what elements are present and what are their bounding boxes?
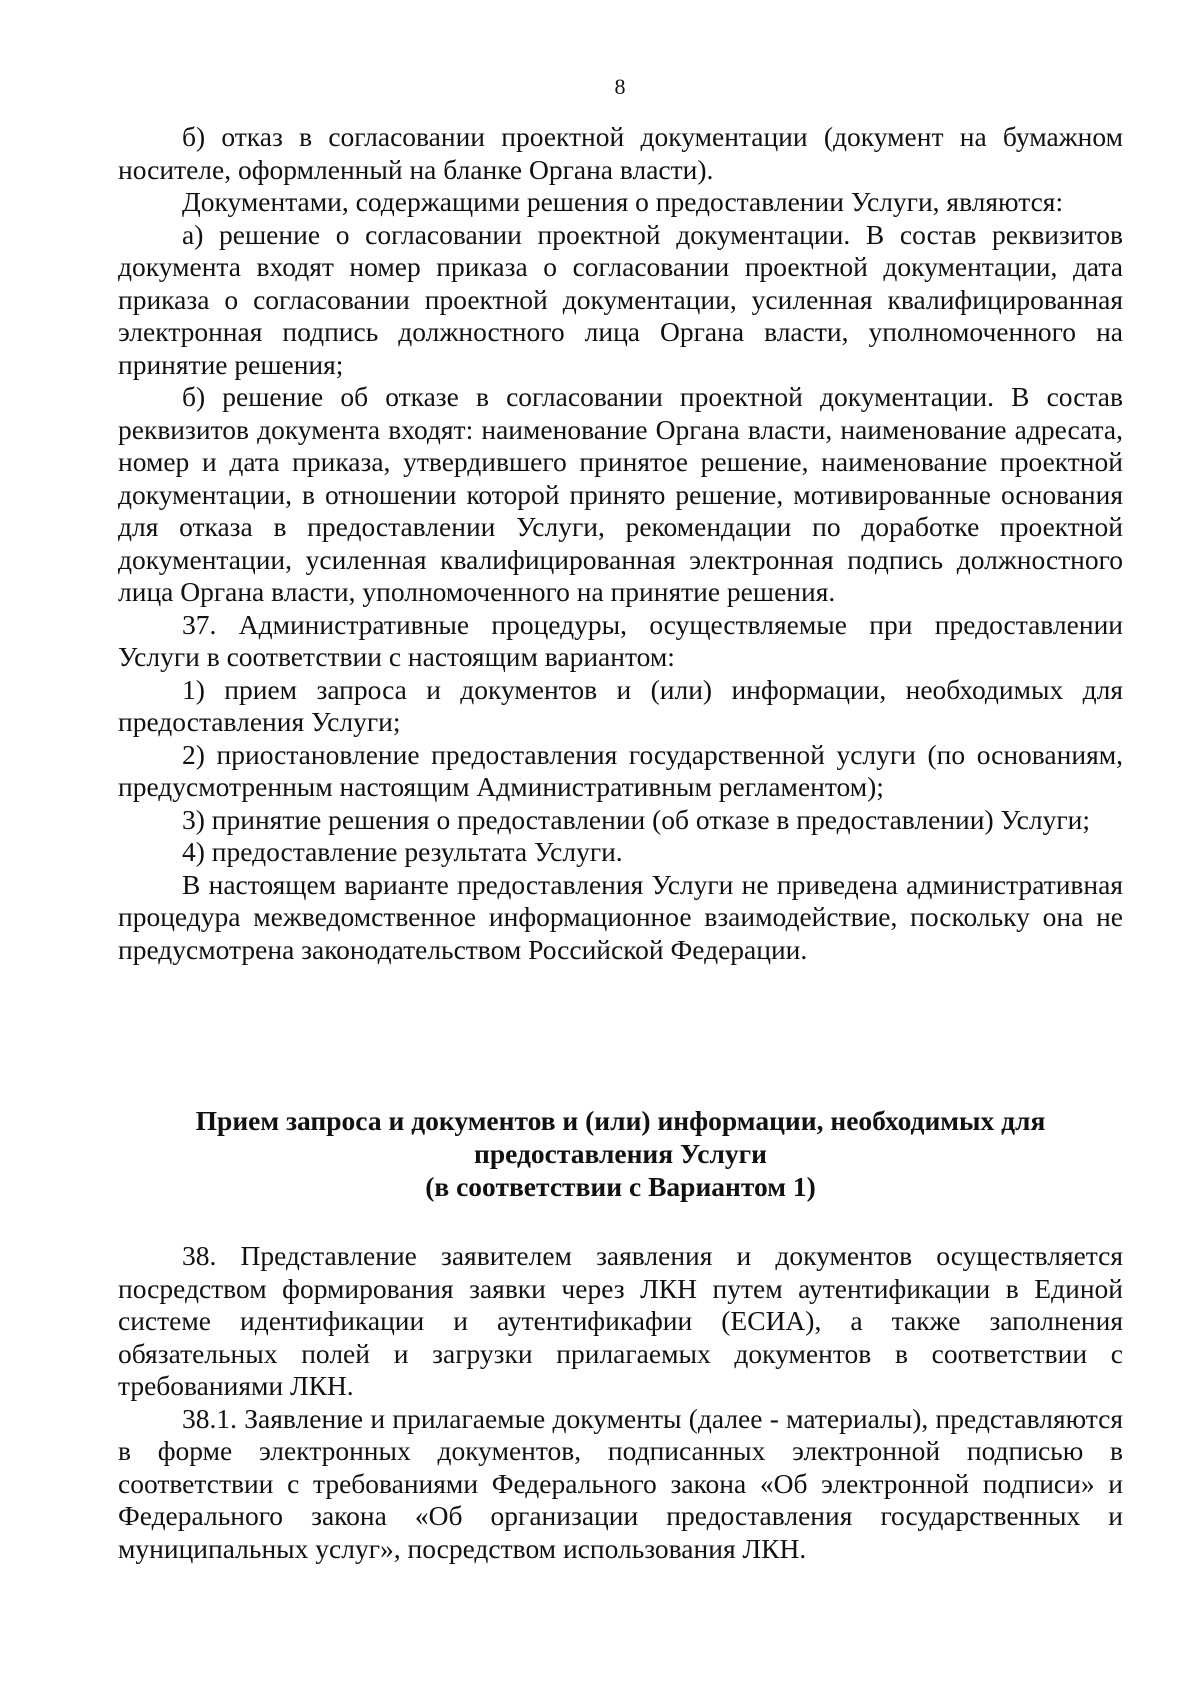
paragraph-refusal-decision: б) решение об отказе в согласовании проектной документации. В состав реквизитов документа входят: наименование Органа власти, наименование адресата, номер и дата приказа, утвердившего принятое решение, наименование проектной документации, в отношении которой принято решение, мотивированные основания для отказа в предоставлении Услуги, рекомендации по доработке проектной документации, усиленная квалифицированная электронная подпись должностного лица Органа власти, уполномоченного на принятие решения. bbox=[118, 381, 1123, 607]
list-item-procedure-3: 3) принятие решения о предоставлении (об отказе в предоставлении) Услуги; bbox=[182, 803, 1090, 835]
paragraph-approval-decision: а) решение о согласовании проектной документации. В состав реквизитов документа входят номер приказа о согласовании проектной документации, дата приказа о согласовании проектной документации, усиленная квалифицированная электронная подпись должностного лица Органа власти, уполномоченного на принятие решения; bbox=[118, 218, 1123, 380]
paragraph-interagency-note: В настоящем варианте предоставления Услуги не приведена административная процедура межведомственное информационное взаимодействие, поскольку она не предусмотрена законодательством Российской Федерации. bbox=[118, 868, 1123, 965]
section-heading bbox=[118, 1104, 1123, 1203]
section-heading-line-2: предоставления Услуги bbox=[474, 1138, 767, 1169]
paragraph-refusal-paper: б) отказ в согласовании проектной документации (документ на бумажном носителе, оформленный на бланке Органа власти). bbox=[118, 121, 1123, 185]
paragraph-decision-documents-intro: Документами, содержащими решения о предоставлении Услуги, являются: bbox=[182, 186, 1064, 217]
list-item-procedure-4: 4) предоставление результата Услуги. bbox=[182, 836, 623, 867]
paragraph-38-1-materials: 38.1. Заявление и прилагаемые документы (далее - материалы), представляются в форме электронных документов, подписанных электронной подписью в соответствии с требованиями Федерального закона «Об электронной подписи» и Федерального закона «Об организации предоставления государственных и муниципальных услуг», посредством использования ЛКН. bbox=[118, 1402, 1123, 1564]
section-heading-line-3: (в соответствии с Вариантом 1) bbox=[425, 1171, 816, 1202]
paragraph-38-submission: 38. Представление заявителем заявления и документов осуществляется посредством формирования заявки через ЛКН путем аутентификации в Единой системе идентификации и аутентификафии (ЕСИА), а также заполнения обязательных полей и загрузки прилагаемых документов в соответствии с требованиями ЛКН. bbox=[118, 1240, 1123, 1401]
page-number: 8 bbox=[614, 74, 626, 99]
paragraph-37-procedures: 37. Административные процедуры, осуществляемые при предоставлении Услуги в соответствии с настоящим вариантом: bbox=[118, 608, 1123, 672]
section-heading-line-1: Прием запроса и документов и (или) информации, необходимых для bbox=[195, 1105, 1046, 1136]
list-item-procedure-2: 2) приостановление предоставления государственной услуги (по основаниям, предусмотренным настоящим Административным регламентом); bbox=[118, 738, 1123, 802]
body-text-bottom bbox=[118, 1240, 1123, 1565]
list-item-procedure-1: 1) прием запроса и документов и (или) информации, необходимых для предоставления Услуги; bbox=[118, 673, 1123, 737]
body-text-top bbox=[118, 121, 1123, 966]
